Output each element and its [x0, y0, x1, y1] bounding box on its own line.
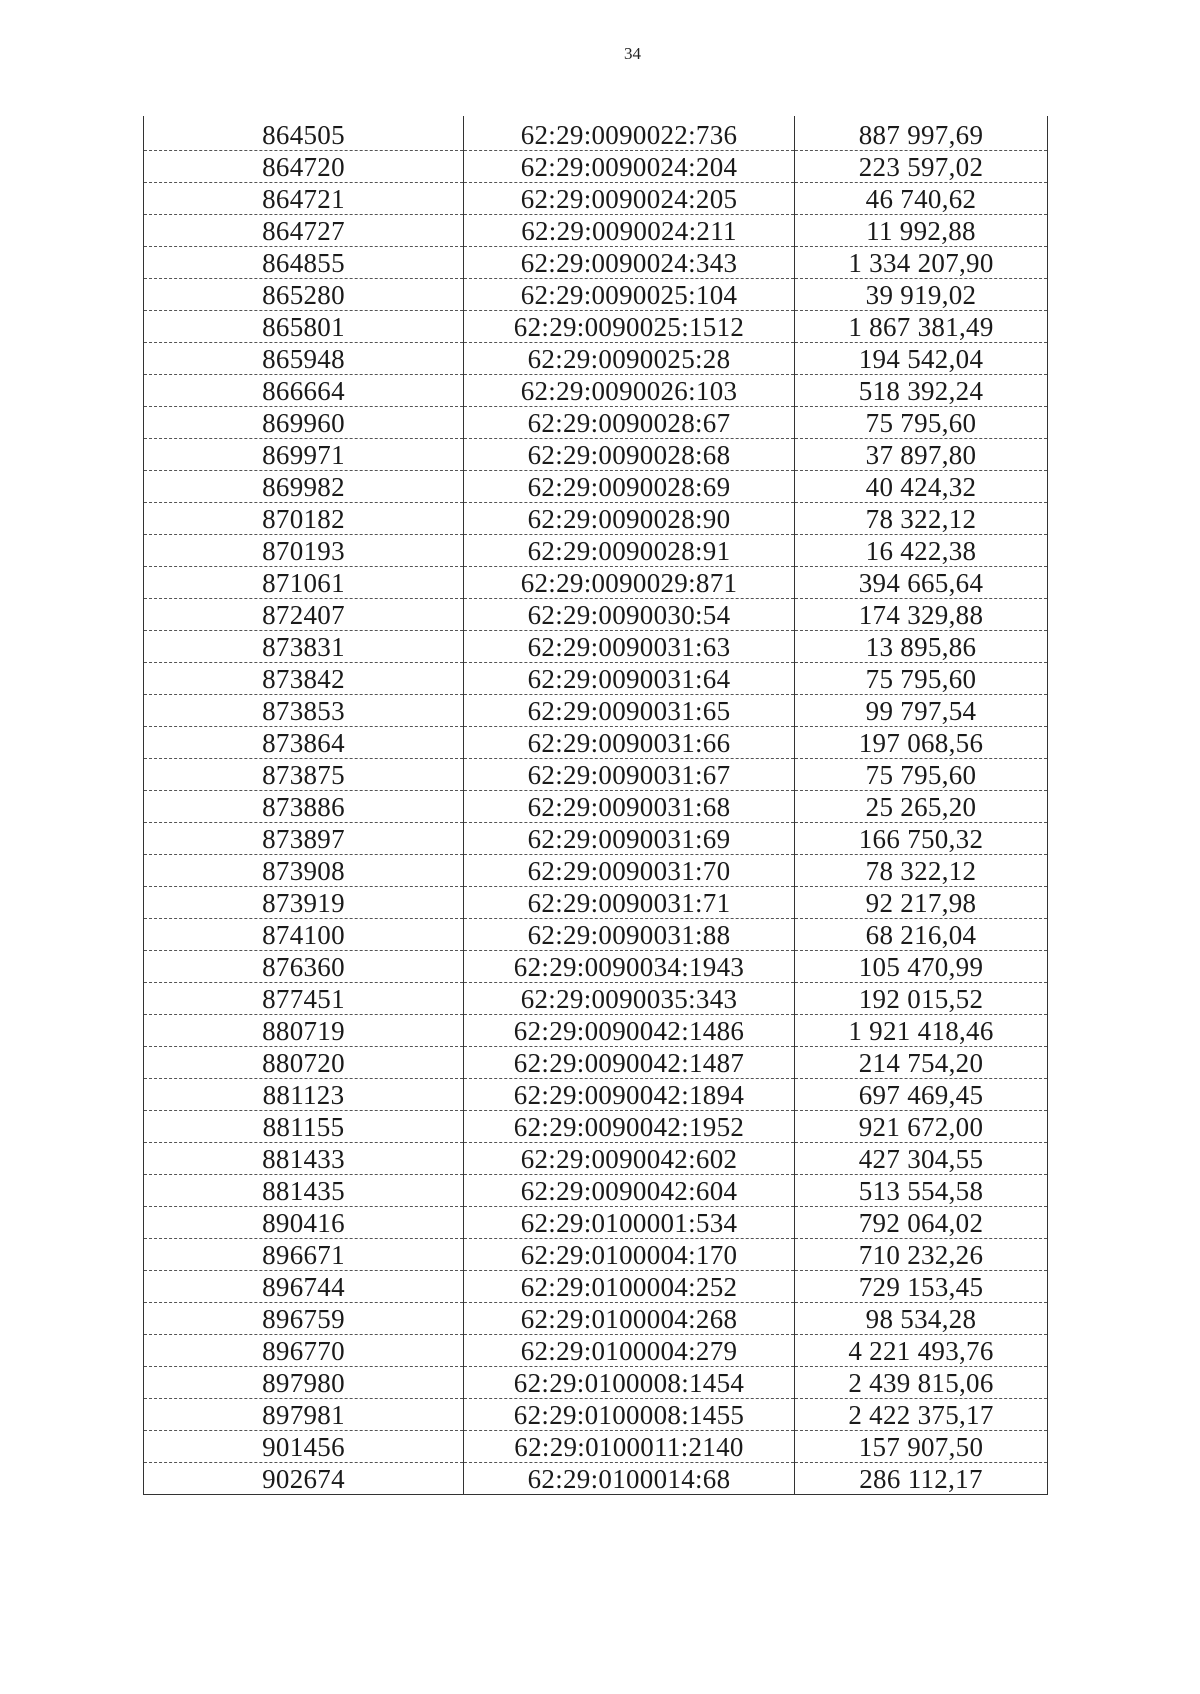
cadastral-number-cell: 62:29:0090042:1894: [464, 1079, 795, 1111]
record-id-cell: 901456: [144, 1431, 464, 1463]
cadastral-number-cell: 62:29:0100004:268: [464, 1303, 795, 1335]
cadastral-number-cell: 62:29:0090024:205: [464, 183, 795, 215]
cadastral-number-cell: 62:29:0100004:170: [464, 1239, 795, 1271]
value-cell: 75 795,60: [795, 663, 1048, 695]
table-row: [144, 983, 1048, 1015]
cadastral-number-cell: 62:29:0090028:67: [464, 407, 795, 439]
table-row: [144, 919, 1048, 951]
record-id-cell: 873864: [144, 727, 464, 759]
cadastral-number-cell: 62:29:0090025:1512: [464, 311, 795, 343]
value-cell: 192 015,52: [795, 983, 1048, 1015]
record-id-cell: 880720: [144, 1047, 464, 1079]
value-cell: 78 322,12: [795, 855, 1048, 887]
table-row: [144, 247, 1048, 279]
value-cell: 286 112,17: [795, 1463, 1048, 1495]
cadastral-number-cell: 62:29:0100001:534: [464, 1207, 795, 1239]
cadastral-number-cell: 62:29:0090029:871: [464, 567, 795, 599]
record-id-cell: 864855: [144, 247, 464, 279]
record-id-cell: 881433: [144, 1143, 464, 1175]
cadastral-number-cell: 62:29:0090031:70: [464, 855, 795, 887]
cadastral-number-cell: 62:29:0100014:68: [464, 1463, 795, 1495]
table-row: [144, 599, 1048, 631]
cadastral-number-cell: 62:29:0090034:1943: [464, 951, 795, 983]
record-id-cell: 873919: [144, 887, 464, 919]
table-row: [144, 1111, 1048, 1143]
value-cell: 2 422 375,17: [795, 1399, 1048, 1431]
value-cell: 194 542,04: [795, 343, 1048, 375]
record-id-cell: 873853: [144, 695, 464, 727]
cadastral-number-cell: 62:29:0090026:103: [464, 375, 795, 407]
record-id-cell: 873831: [144, 631, 464, 663]
cadastral-number-cell: 62:29:0100011:2140: [464, 1431, 795, 1463]
record-id-cell: 881155: [144, 1111, 464, 1143]
table-row: [144, 855, 1048, 887]
value-cell: 921 672,00: [795, 1111, 1048, 1143]
value-cell: 75 795,60: [795, 759, 1048, 791]
value-cell: 99 797,54: [795, 695, 1048, 727]
cadastral-number-cell: 62:29:0090031:67: [464, 759, 795, 791]
table-row: [144, 503, 1048, 535]
cadastral-number-cell: 62:29:0090031:63: [464, 631, 795, 663]
record-id-cell: 870193: [144, 535, 464, 567]
record-id-cell: 870182: [144, 503, 464, 535]
record-id-cell: 877451: [144, 983, 464, 1015]
value-cell: 92 217,98: [795, 887, 1048, 919]
table-row: [144, 343, 1048, 375]
value-cell: 214 754,20: [795, 1047, 1048, 1079]
cadastral-number-cell: 62:29:0090042:602: [464, 1143, 795, 1175]
page-number: 34: [624, 44, 641, 63]
table-row: [144, 1463, 1048, 1495]
value-cell: 1 921 418,46: [795, 1015, 1048, 1047]
value-cell: 25 265,20: [795, 791, 1048, 823]
table-row: [144, 1015, 1048, 1047]
record-id-cell: 864720: [144, 151, 464, 183]
value-cell: 4 221 493,76: [795, 1335, 1048, 1367]
record-id-cell: 896759: [144, 1303, 464, 1335]
cadastral-number-cell: 62:29:0090035:343: [464, 983, 795, 1015]
cadastral-number-cell: 62:29:0100004:279: [464, 1335, 795, 1367]
value-cell: 729 153,45: [795, 1271, 1048, 1303]
record-id-cell: 865801: [144, 311, 464, 343]
value-cell: 427 304,55: [795, 1143, 1048, 1175]
table-row: [144, 663, 1048, 695]
value-cell: 1 334 207,90: [795, 247, 1048, 279]
record-id-cell: 869960: [144, 407, 464, 439]
cadastral-number-cell: 62:29:0090042:1487: [464, 1047, 795, 1079]
value-cell: 16 422,38: [795, 535, 1048, 567]
value-cell: 887 997,69: [795, 116, 1048, 151]
cadastral-number-cell: 62:29:0090025:104: [464, 279, 795, 311]
cadastral-number-cell: 62:29:0090031:66: [464, 727, 795, 759]
table-row: [144, 375, 1048, 407]
record-id-cell: 881435: [144, 1175, 464, 1207]
cadastral-number-cell: 62:29:0090042:604: [464, 1175, 795, 1207]
value-cell: 394 665,64: [795, 567, 1048, 599]
value-cell: 1 867 381,49: [795, 311, 1048, 343]
data-table-container: [143, 116, 1047, 1495]
record-id-cell: 869971: [144, 439, 464, 471]
value-cell: 174 329,88: [795, 599, 1048, 631]
record-id-cell: 873875: [144, 759, 464, 791]
table-row: [144, 1367, 1048, 1399]
table-row: [144, 727, 1048, 759]
table-row: [144, 1303, 1048, 1335]
value-cell: 13 895,86: [795, 631, 1048, 663]
record-id-cell: 872407: [144, 599, 464, 631]
table-row: [144, 471, 1048, 503]
table-row: [144, 151, 1048, 183]
table-row: [144, 695, 1048, 727]
table-row: [144, 759, 1048, 791]
cadastral-number-cell: 62:29:0090024:211: [464, 215, 795, 247]
table-row: [144, 1399, 1048, 1431]
value-cell: 197 068,56: [795, 727, 1048, 759]
record-id-cell: 873897: [144, 823, 464, 855]
table-row: [144, 1271, 1048, 1303]
table-row: [144, 823, 1048, 855]
record-id-cell: 864721: [144, 183, 464, 215]
record-id-cell: 873842: [144, 663, 464, 695]
record-id-cell: 896671: [144, 1239, 464, 1271]
table-row: [144, 183, 1048, 215]
table-row: [144, 951, 1048, 983]
record-id-cell: 897981: [144, 1399, 464, 1431]
record-id-cell: 871061: [144, 567, 464, 599]
table-row: [144, 1239, 1048, 1271]
value-cell: 710 232,26: [795, 1239, 1048, 1271]
record-id-cell: 902674: [144, 1463, 464, 1495]
table-row: [144, 1207, 1048, 1239]
record-id-cell: 865948: [144, 343, 464, 375]
table-row: [144, 1079, 1048, 1111]
cadastral-number-cell: 62:29:0100008:1455: [464, 1399, 795, 1431]
value-cell: 78 322,12: [795, 503, 1048, 535]
cadastral-number-cell: 62:29:0090028:69: [464, 471, 795, 503]
cadastral-number-cell: 62:29:0090031:71: [464, 887, 795, 919]
record-id-cell: 873908: [144, 855, 464, 887]
table-row: [144, 535, 1048, 567]
record-id-cell: 890416: [144, 1207, 464, 1239]
value-cell: 166 750,32: [795, 823, 1048, 855]
cadastral-number-cell: 62:29:0090025:28: [464, 343, 795, 375]
record-id-cell: 864727: [144, 215, 464, 247]
table-row: [144, 439, 1048, 471]
value-cell: 37 897,80: [795, 439, 1048, 471]
record-id-cell: 864505: [144, 116, 464, 151]
cadastral-number-cell: 62:29:0090031:65: [464, 695, 795, 727]
table-body: [144, 116, 1048, 1495]
cadastral-number-cell: 62:29:0090030:54: [464, 599, 795, 631]
value-cell: 75 795,60: [795, 407, 1048, 439]
cadastral-number-cell: 62:29:0090042:1952: [464, 1111, 795, 1143]
value-cell: 11 992,88: [795, 215, 1048, 247]
table-row: [144, 1143, 1048, 1175]
cadastral-number-cell: 62:29:0090031:68: [464, 791, 795, 823]
record-id-cell: 874100: [144, 919, 464, 951]
value-cell: 98 534,28: [795, 1303, 1048, 1335]
cadastral-number-cell: 62:29:0090031:64: [464, 663, 795, 695]
table-row: [144, 1175, 1048, 1207]
value-cell: 2 439 815,06: [795, 1367, 1048, 1399]
record-id-cell: 881123: [144, 1079, 464, 1111]
cadastral-number-cell: 62:29:0100004:252: [464, 1271, 795, 1303]
value-cell: 513 554,58: [795, 1175, 1048, 1207]
record-id-cell: 896770: [144, 1335, 464, 1367]
value-cell: 46 740,62: [795, 183, 1048, 215]
table-row: [144, 215, 1048, 247]
record-id-cell: 876360: [144, 951, 464, 983]
record-id-cell: 897980: [144, 1367, 464, 1399]
table-row: [144, 1335, 1048, 1367]
table-row: [144, 631, 1048, 663]
value-cell: 792 064,02: [795, 1207, 1048, 1239]
data-table: [143, 116, 1048, 1495]
record-id-cell: 880719: [144, 1015, 464, 1047]
value-cell: 39 919,02: [795, 279, 1048, 311]
record-id-cell: 869982: [144, 471, 464, 503]
table-row: [144, 311, 1048, 343]
record-id-cell: 896744: [144, 1271, 464, 1303]
table-row: [144, 791, 1048, 823]
cadastral-number-cell: 62:29:0090024:204: [464, 151, 795, 183]
cadastral-number-cell: 62:29:0100008:1454: [464, 1367, 795, 1399]
table-row: [144, 116, 1048, 151]
cadastral-number-cell: 62:29:0090028:90: [464, 503, 795, 535]
cadastral-number-cell: 62:29:0090031:69: [464, 823, 795, 855]
cadastral-number-cell: 62:29:0090024:343: [464, 247, 795, 279]
cadastral-number-cell: 62:29:0090028:68: [464, 439, 795, 471]
value-cell: 105 470,99: [795, 951, 1048, 983]
value-cell: 223 597,02: [795, 151, 1048, 183]
value-cell: 157 907,50: [795, 1431, 1048, 1463]
value-cell: 518 392,24: [795, 375, 1048, 407]
cadastral-number-cell: 62:29:0090042:1486: [464, 1015, 795, 1047]
table-row: [144, 567, 1048, 599]
record-id-cell: 866664: [144, 375, 464, 407]
record-id-cell: 865280: [144, 279, 464, 311]
cadastral-number-cell: 62:29:0090031:88: [464, 919, 795, 951]
value-cell: 40 424,32: [795, 471, 1048, 503]
table-row: [144, 887, 1048, 919]
table-row: [144, 1047, 1048, 1079]
value-cell: 697 469,45: [795, 1079, 1048, 1111]
record-id-cell: 873886: [144, 791, 464, 823]
table-row: [144, 407, 1048, 439]
cadastral-number-cell: 62:29:0090022:736: [464, 116, 795, 151]
table-row: [144, 1431, 1048, 1463]
value-cell: 68 216,04: [795, 919, 1048, 951]
cadastral-number-cell: 62:29:0090028:91: [464, 535, 795, 567]
table-row: [144, 279, 1048, 311]
